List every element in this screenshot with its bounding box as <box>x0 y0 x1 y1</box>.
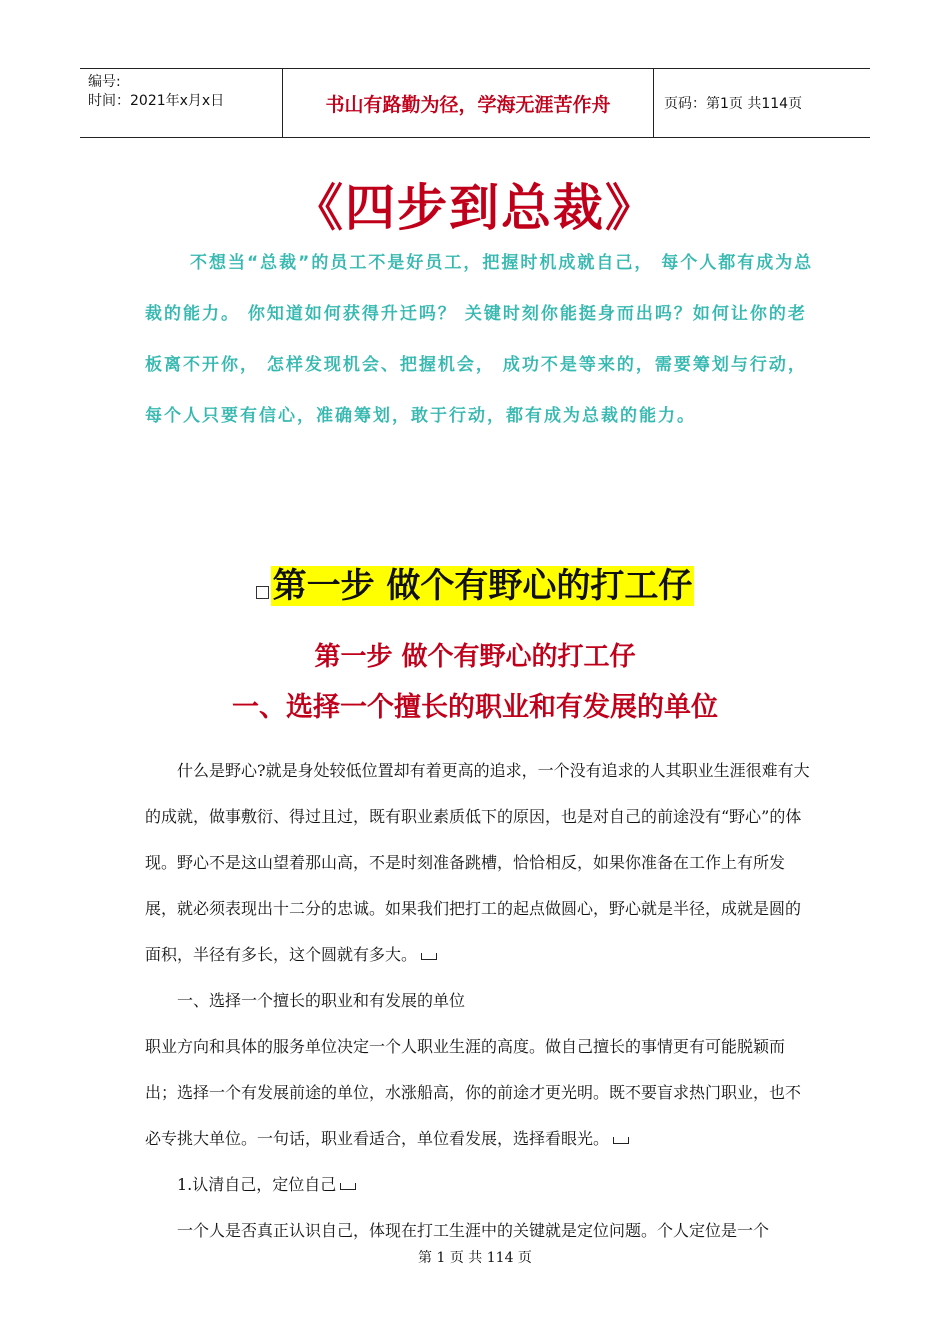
paragraph-4: 1.认清自己，定位自己 <box>145 1162 815 1208</box>
heading-1 <box>0 558 950 607</box>
header-motto: 书山有路勤为径，学海无涯苦作舟 <box>282 69 654 137</box>
date-label: 时间：2021年x月x日 <box>88 93 225 109</box>
paragraph-3: 职业方向和具体的服务单位决定一个人职业生涯的高度。做自己擅长的事情更有可能脱颖而出；选择一个有发展前途的单位，水涨船高，你的前途才更光明。既不要盲求热门职业，也不必专挑大单位。一句话，职业看适合，单位看发展，选择看眼光。 <box>145 1037 802 1148</box>
heading-2-step: 第一步 做个有野心的打工仔 <box>314 642 636 672</box>
document-header <box>80 68 870 138</box>
body-text <box>145 748 815 1254</box>
page-footer: 第 1 页 共 114 页 <box>418 1250 532 1266</box>
paragraph-mark-icon <box>421 953 437 960</box>
paragraph-1: 什么是野心?就是身处较低位置却有着更高的追求，一个没有追求的人其职业生涯很难有大的成就，做事敷衍、得过且过，既有职业素质低下的原因，也是对自己的前途没有“野心”的体现。野心不是这山望着那山高，不是时刻准备跳槽，恰恰相反，如果你准备在工作上有所发展，就必须表现出十二分的忠诚。如果我们把打工的起点做圆心，野心就是半径，成就是圆的面积，半径有多长，这个圆就有多大。 <box>145 761 810 964</box>
anchor-icon <box>256 586 269 599</box>
paragraph-mark-icon <box>613 1137 629 1144</box>
header-left-cell <box>80 69 282 137</box>
heading-2-section: 一、选择一个擅长的职业和有发展的单位 <box>232 692 718 723</box>
number-label: 编号: <box>88 74 121 90</box>
paragraph-5: 一个人是否真正认识自己，体现在打工生涯中的关键就是定位问题。个人定位是一个 <box>177 1221 770 1240</box>
header-page-info: 页码：第1页 共114页 <box>664 96 803 112</box>
paragraph-mark-icon <box>340 1183 356 1190</box>
heading-1-text: 第一步 做个有野心的打工仔 <box>272 566 693 606</box>
intro-text: 不想当“总裁”的员工不是好员工，把握时机成就自己， 每个人都有成为总裁的能力。 你知道如何获得升迁吗？ 关键时刻你能挺身而出吗？如何让你的老板离不开你， 怎样发现机会、把握机会， 成功不是等来的，需要筹划与行动，每个人只要有信心，准确筹划，敢于行动，都有成为总裁的能力。 <box>145 253 814 426</box>
document-title: 《四步到总裁》 <box>293 179 657 237</box>
paragraph-2: 一、选择一个擅长的职业和有发展的单位 <box>177 991 466 1010</box>
intro-block <box>145 238 825 442</box>
